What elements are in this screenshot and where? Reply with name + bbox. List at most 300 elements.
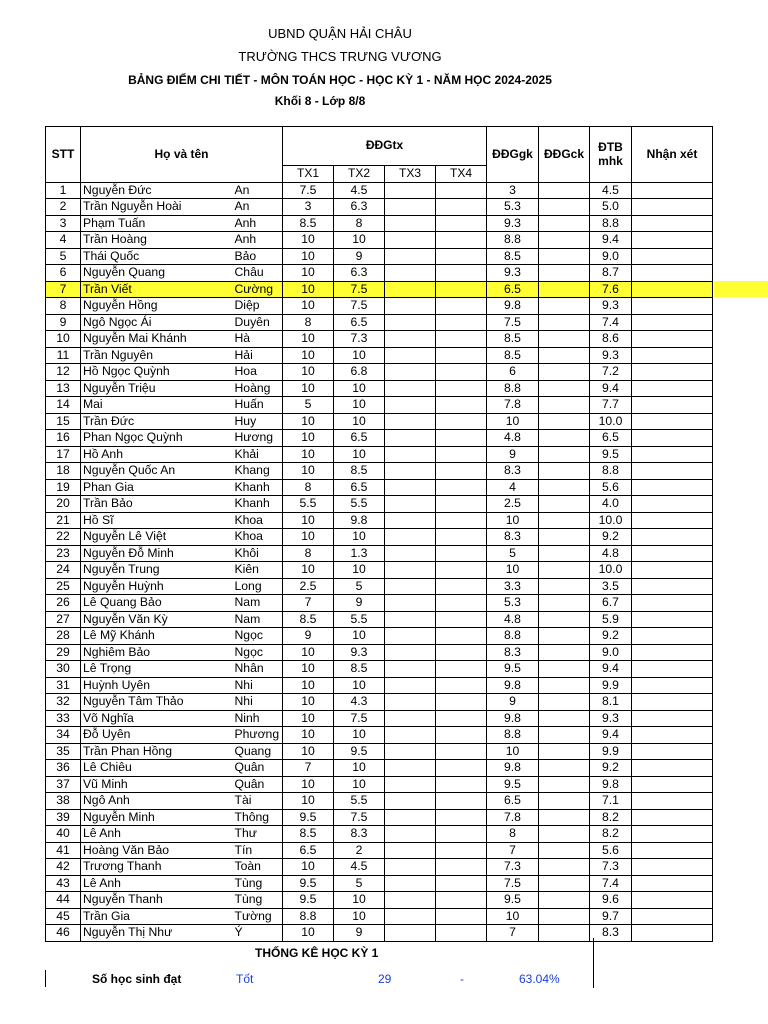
row-note (632, 760, 713, 777)
row-firstname: Châu (234, 265, 283, 282)
table-divider-line (593, 938, 594, 988)
row-stt: 6 (46, 265, 81, 282)
row-firstname: Ninh (234, 710, 283, 727)
row-tx4 (436, 677, 487, 694)
row-surname: Trần Gia (81, 908, 234, 925)
header-ddgck: ĐĐGck (539, 127, 590, 183)
row-stt: 38 (46, 793, 81, 810)
row-tx3 (385, 826, 436, 843)
row-tx2: 7.5 (334, 809, 385, 826)
row-ddggk: 8.8 (487, 380, 539, 397)
row-ddggk: 5.3 (487, 199, 539, 216)
row-surname: Ngô Anh (81, 793, 234, 810)
report-title: BẢNG ĐIỂM CHI TIẾT - MÔN TOÁN HỌC - HỌC KỲ 1 - NĂM HỌC 2024-2025 (128, 73, 552, 87)
row-stt: 18 (46, 463, 81, 480)
row-tx1: 9 (283, 628, 334, 645)
row-stt: 43 (46, 875, 81, 892)
table-row (46, 496, 713, 513)
row-tx2: 4.5 (334, 859, 385, 876)
row-tx3 (385, 595, 436, 612)
row-firstname: Khải (234, 446, 283, 463)
row-ddgck (539, 595, 590, 612)
row-ddggk: 9.5 (487, 892, 539, 909)
row-ddgck (539, 661, 590, 678)
row-tx4 (436, 859, 487, 876)
row-firstname: Tùng (234, 875, 283, 892)
row-tx1: 10 (283, 331, 334, 348)
row-tx3 (385, 661, 436, 678)
row-tx3 (385, 232, 436, 249)
row-tx1: 10 (283, 562, 334, 579)
row-tx4 (436, 182, 487, 199)
row-tx4 (436, 908, 487, 925)
row-ddgck (539, 314, 590, 331)
row-tx2: 2 (334, 842, 385, 859)
row-ddgck (539, 908, 590, 925)
row-stt: 14 (46, 397, 81, 414)
row-dtb: 9.0 (590, 248, 632, 265)
row-tx3 (385, 776, 436, 793)
row-tx2: 8 (334, 215, 385, 232)
header-tx3: TX3 (385, 166, 436, 183)
row-dtb: 9.4 (590, 661, 632, 678)
row-tx3 (385, 694, 436, 711)
row-tx3 (385, 809, 436, 826)
row-dtb: 9.5 (590, 446, 632, 463)
row-firstname: Nhi (234, 677, 283, 694)
row-tx4 (436, 281, 487, 298)
row-tx1: 10 (283, 793, 334, 810)
left-border-tick (45, 970, 46, 987)
row-ddgck (539, 859, 590, 876)
row-tx3 (385, 479, 436, 496)
row-ddgck (539, 578, 590, 595)
row-tx3 (385, 760, 436, 777)
row-ddggk: 8.8 (487, 727, 539, 744)
row-tx1: 10 (283, 446, 334, 463)
row-surname: Nguyễn Mai Khánh (81, 331, 234, 348)
row-tx1: 8.8 (283, 908, 334, 925)
row-note (632, 380, 713, 397)
header-dtb: ĐTB mhk (590, 127, 632, 183)
row-ddggk: 8.5 (487, 347, 539, 364)
row-note (632, 281, 713, 298)
table-row (46, 430, 713, 447)
row-tx1: 10 (283, 232, 334, 249)
row-note (632, 595, 713, 612)
row-stt: 21 (46, 512, 81, 529)
table-row (46, 529, 713, 546)
row-ddgck (539, 628, 590, 645)
row-tx1: 3 (283, 199, 334, 216)
row-tx1: 8.5 (283, 611, 334, 628)
row-note (632, 314, 713, 331)
row-dtb: 8.7 (590, 265, 632, 282)
table-row (46, 875, 713, 892)
row-tx2: 10 (334, 413, 385, 430)
row-note (632, 463, 713, 480)
row-tx4 (436, 578, 487, 595)
row-tx2: 10 (334, 760, 385, 777)
row-tx4 (436, 875, 487, 892)
row-note (632, 776, 713, 793)
row-firstname: Quân (234, 760, 283, 777)
row-dtb: 10.0 (590, 413, 632, 430)
grade-table (45, 126, 713, 942)
row-note (632, 529, 713, 546)
row-tx4 (436, 628, 487, 645)
row-tx2: 10 (334, 529, 385, 546)
row-tx4 (436, 479, 487, 496)
table-row (46, 215, 713, 232)
row-tx2: 10 (334, 380, 385, 397)
row-tx1: 7 (283, 595, 334, 612)
row-tx1: 10 (283, 413, 334, 430)
row-tx3 (385, 281, 436, 298)
row-tx2: 6.8 (334, 364, 385, 381)
row-stt: 32 (46, 694, 81, 711)
row-tx4 (436, 529, 487, 546)
row-surname: Nguyễn Quang (81, 265, 234, 282)
row-tx1: 2.5 (283, 578, 334, 595)
row-tx3 (385, 215, 436, 232)
table-row (46, 595, 713, 612)
row-ddggk: 8.8 (487, 232, 539, 249)
row-tx3 (385, 265, 436, 282)
row-dtb: 4.8 (590, 545, 632, 562)
stats-percent: 63.04% (519, 972, 560, 986)
row-ddgck (539, 925, 590, 942)
row-surname: Lê Trọng (81, 661, 234, 678)
row-surname: Vũ Minh (81, 776, 234, 793)
row-stt: 37 (46, 776, 81, 793)
row-surname: Phan Gia (81, 479, 234, 496)
row-ddgck (539, 529, 590, 546)
row-surname: Đỗ Uyên (81, 727, 234, 744)
row-surname: Nguyễn Hồng (81, 298, 234, 315)
row-tx1: 10 (283, 265, 334, 282)
row-tx4 (436, 710, 487, 727)
row-ddggk: 9.8 (487, 298, 539, 315)
row-dtb: 9.4 (590, 232, 632, 249)
row-dtb: 7.7 (590, 397, 632, 414)
row-ddgck (539, 397, 590, 414)
row-note (632, 265, 713, 282)
row-stt: 20 (46, 496, 81, 513)
row-dtb: 4.5 (590, 182, 632, 199)
row-tx4 (436, 232, 487, 249)
row-stt: 40 (46, 826, 81, 843)
table-row (46, 413, 713, 430)
row-dtb: 9.9 (590, 677, 632, 694)
row-tx4 (436, 248, 487, 265)
row-note (632, 892, 713, 909)
table-row (46, 760, 713, 777)
row-surname: Lê Chiêu (81, 760, 234, 777)
row-ddggk: 4 (487, 479, 539, 496)
row-firstname: Hương (234, 430, 283, 447)
row-note (632, 430, 713, 447)
row-dtb: 8.3 (590, 925, 632, 942)
table-row (46, 364, 713, 381)
row-tx2: 9.5 (334, 743, 385, 760)
row-tx3 (385, 397, 436, 414)
row-tx4 (436, 364, 487, 381)
row-note (632, 446, 713, 463)
row-note (632, 578, 713, 595)
table-row (46, 281, 713, 298)
row-tx4 (436, 644, 487, 661)
row-tx2: 6.5 (334, 314, 385, 331)
row-surname: Nguyễn Minh (81, 809, 234, 826)
row-ddgck (539, 281, 590, 298)
row-dtb: 9.4 (590, 380, 632, 397)
row-tx4 (436, 397, 487, 414)
row-tx3 (385, 298, 436, 315)
header-tx1: TX1 (283, 166, 334, 183)
row-tx2: 8.5 (334, 661, 385, 678)
table-row (46, 347, 713, 364)
row-ddggk: 7.5 (487, 875, 539, 892)
row-ddggk: 9.8 (487, 760, 539, 777)
row-tx3 (385, 182, 436, 199)
row-tx4 (436, 595, 487, 612)
table-row (46, 925, 713, 942)
row-tx4 (436, 199, 487, 216)
row-ddggk: 7.8 (487, 397, 539, 414)
row-ddgck (539, 331, 590, 348)
row-firstname: Hà (234, 331, 283, 348)
row-note (632, 199, 713, 216)
row-note (632, 743, 713, 760)
table-row (46, 710, 713, 727)
row-dtb: 7.4 (590, 314, 632, 331)
row-ddgck (539, 677, 590, 694)
row-ddggk: 7.5 (487, 314, 539, 331)
row-surname: Nguyễn Đức (81, 182, 234, 199)
row-tx3 (385, 562, 436, 579)
table-row (46, 331, 713, 348)
row-dtb: 8.1 (590, 694, 632, 711)
table-row (46, 892, 713, 909)
table-row (46, 727, 713, 744)
row-tx1: 5 (283, 397, 334, 414)
header-tx2: TX2 (334, 166, 385, 183)
grade-table-body (46, 182, 713, 941)
row-stt: 7 (46, 281, 81, 298)
row-stt: 24 (46, 562, 81, 579)
row-dtb: 6.7 (590, 595, 632, 612)
row-tx4 (436, 347, 487, 364)
row-tx1: 9.5 (283, 809, 334, 826)
row-tx4 (436, 826, 487, 843)
row-stt: 34 (46, 727, 81, 744)
table-row (46, 611, 713, 628)
row-ddgck (539, 545, 590, 562)
row-firstname: Khôi (234, 545, 283, 562)
row-tx3 (385, 710, 436, 727)
row-surname: Nguyễn Đỗ Minh (81, 545, 234, 562)
row-ddggk: 8.5 (487, 331, 539, 348)
row-ddggk: 3.3 (487, 578, 539, 595)
row-dtb: 9.4 (590, 727, 632, 744)
row-stt: 22 (46, 529, 81, 546)
row-stt: 44 (46, 892, 81, 909)
row-stt: 30 (46, 661, 81, 678)
row-surname: Ngô Ngọc Ái (81, 314, 234, 331)
row-tx1: 6.5 (283, 842, 334, 859)
row-tx4 (436, 446, 487, 463)
row-note (632, 859, 713, 876)
row-ddggk: 8.3 (487, 644, 539, 661)
row-surname: Nguyễn Thị Như (81, 925, 234, 942)
row-note (632, 397, 713, 414)
row-note (632, 347, 713, 364)
row-ddggk: 8.3 (487, 463, 539, 480)
row-dtb: 10.0 (590, 562, 632, 579)
row-tx1: 10 (283, 463, 334, 480)
district-title: UBND QUẬN HẢI CHÂU (268, 26, 412, 41)
row-tx1: 8 (283, 545, 334, 562)
row-note (632, 331, 713, 348)
header-stt: STT (46, 127, 81, 183)
row-tx4 (436, 215, 487, 232)
row-stt: 1 (46, 182, 81, 199)
row-dtb: 7.4 (590, 875, 632, 892)
row-firstname: Tài (234, 793, 283, 810)
row-ddggk: 7.8 (487, 809, 539, 826)
row-stt: 28 (46, 628, 81, 645)
row-tx3 (385, 529, 436, 546)
row-dtb: 9.8 (590, 776, 632, 793)
row-stt: 31 (46, 677, 81, 694)
row-tx4 (436, 512, 487, 529)
table-row (46, 578, 713, 595)
row-ddgck (539, 694, 590, 711)
row-tx4 (436, 545, 487, 562)
row-tx3 (385, 331, 436, 348)
row-ddggk: 8.5 (487, 248, 539, 265)
row-surname: Trần Phan Hồng (81, 743, 234, 760)
row-ddgck (539, 463, 590, 480)
row-dtb: 7.3 (590, 859, 632, 876)
row-dtb: 9.9 (590, 743, 632, 760)
table-row (46, 182, 713, 199)
row-tx1: 10 (283, 776, 334, 793)
row-firstname: Nam (234, 611, 283, 628)
row-tx2: 4.3 (334, 694, 385, 711)
row-stt: 8 (46, 298, 81, 315)
row-stt: 4 (46, 232, 81, 249)
row-dtb: 4.0 (590, 496, 632, 513)
row-stt: 15 (46, 413, 81, 430)
row-note (632, 661, 713, 678)
row-tx2: 9 (334, 925, 385, 942)
table-row (46, 677, 713, 694)
row-firstname: Thư (234, 826, 283, 843)
row-tx3 (385, 496, 436, 513)
row-tx2: 10 (334, 562, 385, 579)
row-ddgck (539, 710, 590, 727)
row-firstname: Huấn (234, 397, 283, 414)
row-ddggk: 10 (487, 413, 539, 430)
row-tx3 (385, 859, 436, 876)
row-stt: 29 (46, 644, 81, 661)
row-tx1: 10 (283, 281, 334, 298)
row-ddgck (539, 809, 590, 826)
row-tx1: 9.5 (283, 892, 334, 909)
row-note (632, 628, 713, 645)
stats-category: Tốt (236, 972, 254, 986)
row-ddggk: 10 (487, 562, 539, 579)
table-row (46, 628, 713, 645)
row-ddggk: 6 (487, 364, 539, 381)
row-tx2: 7.5 (334, 710, 385, 727)
row-surname: Nguyễn Trung (81, 562, 234, 579)
row-ddgck (539, 644, 590, 661)
row-surname: Nguyễn Quốc An (81, 463, 234, 480)
row-ddggk: 8.8 (487, 628, 539, 645)
row-stt: 3 (46, 215, 81, 232)
row-note (632, 925, 713, 942)
row-tx2: 5 (334, 875, 385, 892)
row-ddgck (539, 347, 590, 364)
row-ddggk: 9 (487, 446, 539, 463)
row-dtb: 5.9 (590, 611, 632, 628)
row-tx4 (436, 760, 487, 777)
row-firstname: Bảo (234, 248, 283, 265)
row-stt: 17 (46, 446, 81, 463)
row-tx2: 9 (334, 248, 385, 265)
row-tx4 (436, 265, 487, 282)
row-note (632, 182, 713, 199)
row-ddgck (539, 727, 590, 744)
row-dtb: 8.8 (590, 463, 632, 480)
row-surname: Trần Nguyên (81, 347, 234, 364)
row-ddggk: 9.8 (487, 710, 539, 727)
row-ddggk: 9.8 (487, 677, 539, 694)
row-ddgck (539, 232, 590, 249)
row-firstname: Cường (234, 281, 283, 298)
row-firstname: Duyên (234, 314, 283, 331)
row-tx2: 10 (334, 908, 385, 925)
row-ddggk: 9.5 (487, 661, 539, 678)
row-tx2: 5.5 (334, 496, 385, 513)
row-tx4 (436, 776, 487, 793)
row-surname: Lê Mỹ Khánh (81, 628, 234, 645)
row-tx3 (385, 892, 436, 909)
row-surname: Hồ Ngọc Quỳnh (81, 364, 234, 381)
row-stt: 41 (46, 842, 81, 859)
row-tx2: 9.8 (334, 512, 385, 529)
table-row (46, 545, 713, 562)
row-surname: Phạm Tuấn (81, 215, 234, 232)
row-stt: 33 (46, 710, 81, 727)
row-tx2: 10 (334, 677, 385, 694)
table-row (46, 644, 713, 661)
row-note (632, 562, 713, 579)
table-row (46, 776, 713, 793)
row-tx2: 7.5 (334, 298, 385, 315)
row-note (632, 809, 713, 826)
row-stt: 13 (46, 380, 81, 397)
row-ddgck (539, 892, 590, 909)
table-row (46, 446, 713, 463)
row-dtb: 9.7 (590, 908, 632, 925)
row-tx1: 8.5 (283, 215, 334, 232)
row-note (632, 875, 713, 892)
table-row (46, 232, 713, 249)
